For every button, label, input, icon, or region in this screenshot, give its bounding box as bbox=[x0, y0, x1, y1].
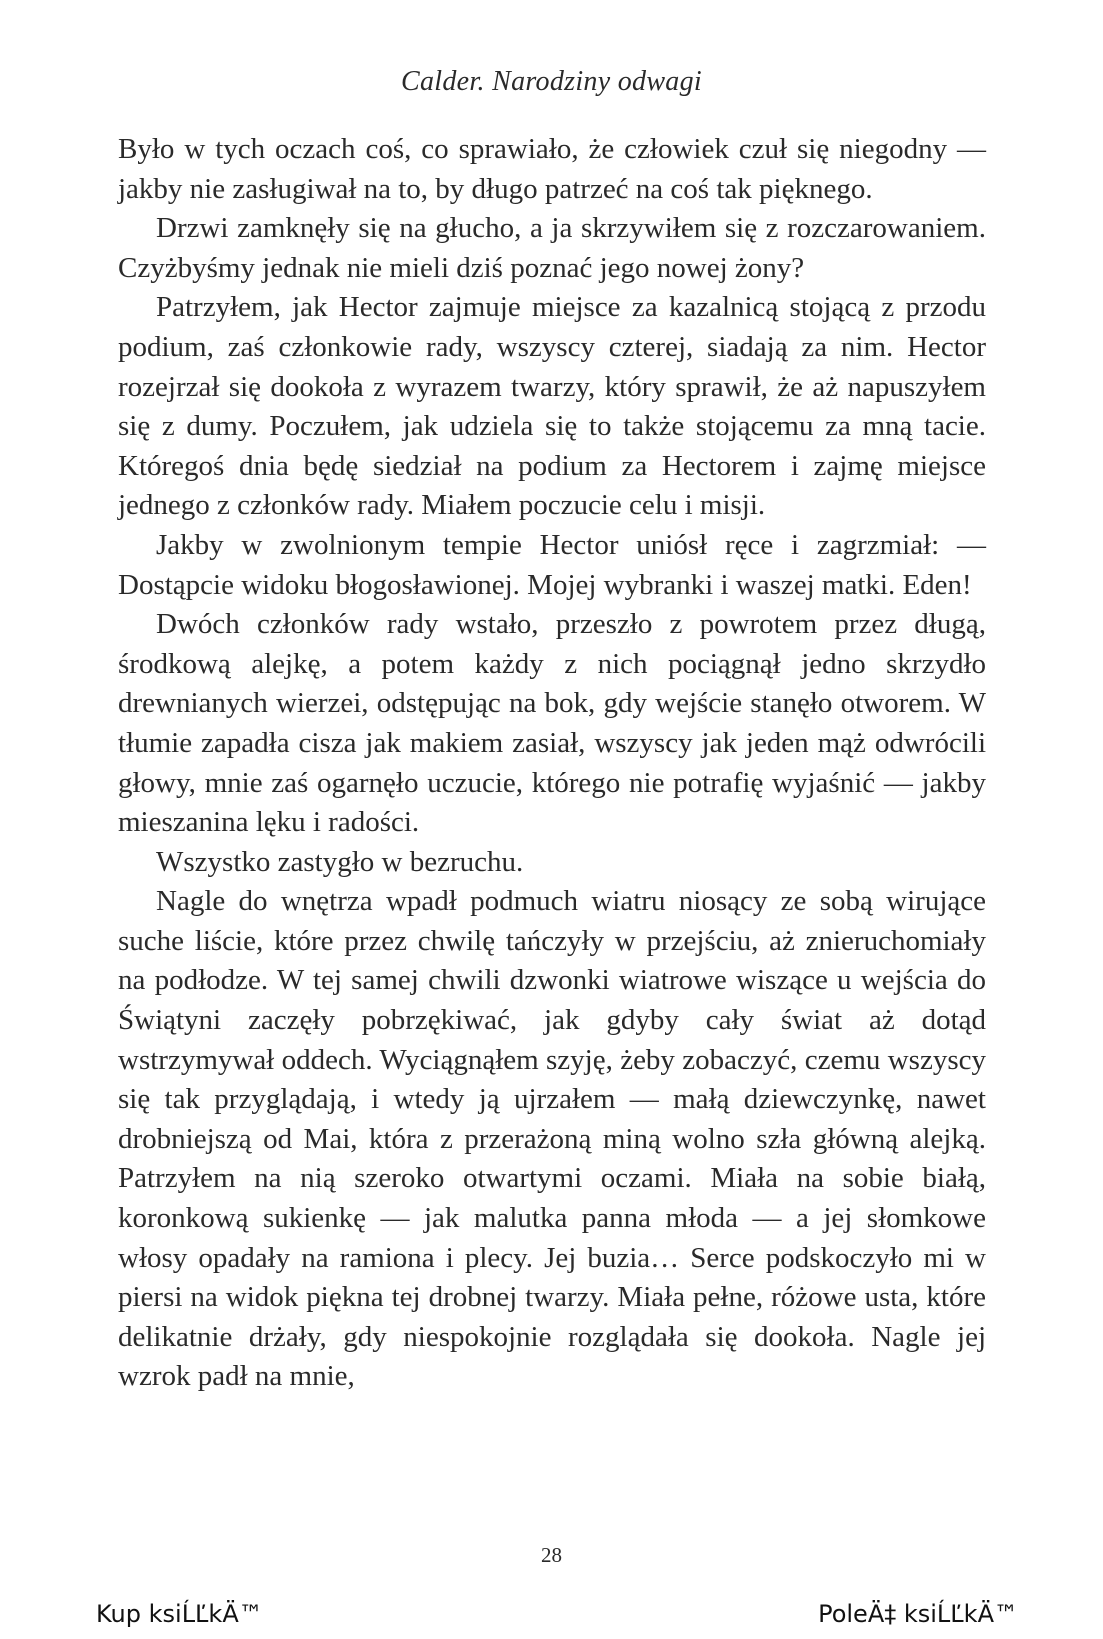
paragraph: Wszystko zastygło w bezruchu. bbox=[156, 845, 524, 878]
paragraph: Było w tych oczach coś, co sprawiało, że człowiek czuł się niegodny — jakby nie zasługiwał na to, by długo patrzeć na coś tak pięknego. bbox=[118, 133, 986, 205]
recommend-book-link[interactable]: PoleÄ‡ ksiĹĽkÄ™ bbox=[818, 1600, 1018, 1628]
body-text bbox=[118, 130, 986, 1397]
paragraph: Patrzyłem, jak Hector zajmuje miejsce za kazalnicą stojącą z przodu podium, zaś członkowie rady, wszyscy czterej, siadają za nim. Hector rozejrzał się dookoła z wyrazem twarzy, który sprawił, że aż napuszyłem się z dumy. Poczułem, jak udziela się to także stojącemu za mną tacie. Któregoś dnia będę siedział na podium za Hectorem i zajmę miejsce jednego z członków rady. Miałem poczucie celu i misji. bbox=[118, 291, 986, 522]
paragraph: Dwóch członków rady wstało, przeszło z powrotem przez długą, środkową alejkę, a potem każdy z nich pociągnął jedno skrzydło drewnianych wierzei, odstępując na bok, gdy wejście stanęło otworem. W tłumie zapadła cisza jak makiem zasiał, wszyscy jak jeden mąż odwrócili głowy, mnie zaś ogarnęło uczucie, którego nie potrafię wyjaśnić — jakby mieszanina lęku i radości. bbox=[118, 608, 986, 839]
paragraph: Drzwi zamknęły się na głucho, a ja skrzywiłem się z rozczarowaniem. Czyżbyśmy jednak nie mieli dziś poznać jego nowej żony? bbox=[118, 212, 986, 284]
buy-book-link[interactable]: Kup ksiĹĽkÄ™ bbox=[96, 1600, 263, 1628]
page-number: 28 bbox=[541, 1543, 562, 1567]
paragraph: Jakby w zwolnionym tempie Hector uniósł ręce i zagrzmiał: — Dostąpcie widoku błogosławionej. Mojej wybranki i waszej matki. Eden! bbox=[118, 528, 986, 601]
running-title: Calder. Narodziny odwagi bbox=[401, 66, 702, 97]
paragraph: Nagle do wnętrza wpadł podmuch wiatru niosący ze sobą wirujące suche liście, które przez chwilę tańczyły w przejściu, aż znieruchomiały na podłodze. W tej samej chwili dzwonki wiatrowe wiszące u wejścia do Świątyni zaczęły pobrzękiwać, jak gdyby cały świat aż dotąd wstrzymywał oddech. Wyciągnąłem szyję, żeby zobaczyć, czemu wszyscy się tak przyglądają, i wtedy ją ujrzałem — małą dziewczynkę, nawet drobniejszą od Mai, która z przerażoną miną wolno szła główną alejką. Patrzyłem na nią szeroko otwartymi oczami. Miała na sobie białą, koronkową sukienkę — jak malutka panna młoda — a jej słomkowe włosy opadały na ramiona i plecy. Jej buzia… Serce podskoczyło mi w piersi na widok piękna tej drobnej twarzy. Miała pełne, różowe usta, które delikatnie drżały, gdy niespokojnie rozglądała się dookoła. Nagle jej wzrok padł na mnie, bbox=[118, 885, 986, 1393]
